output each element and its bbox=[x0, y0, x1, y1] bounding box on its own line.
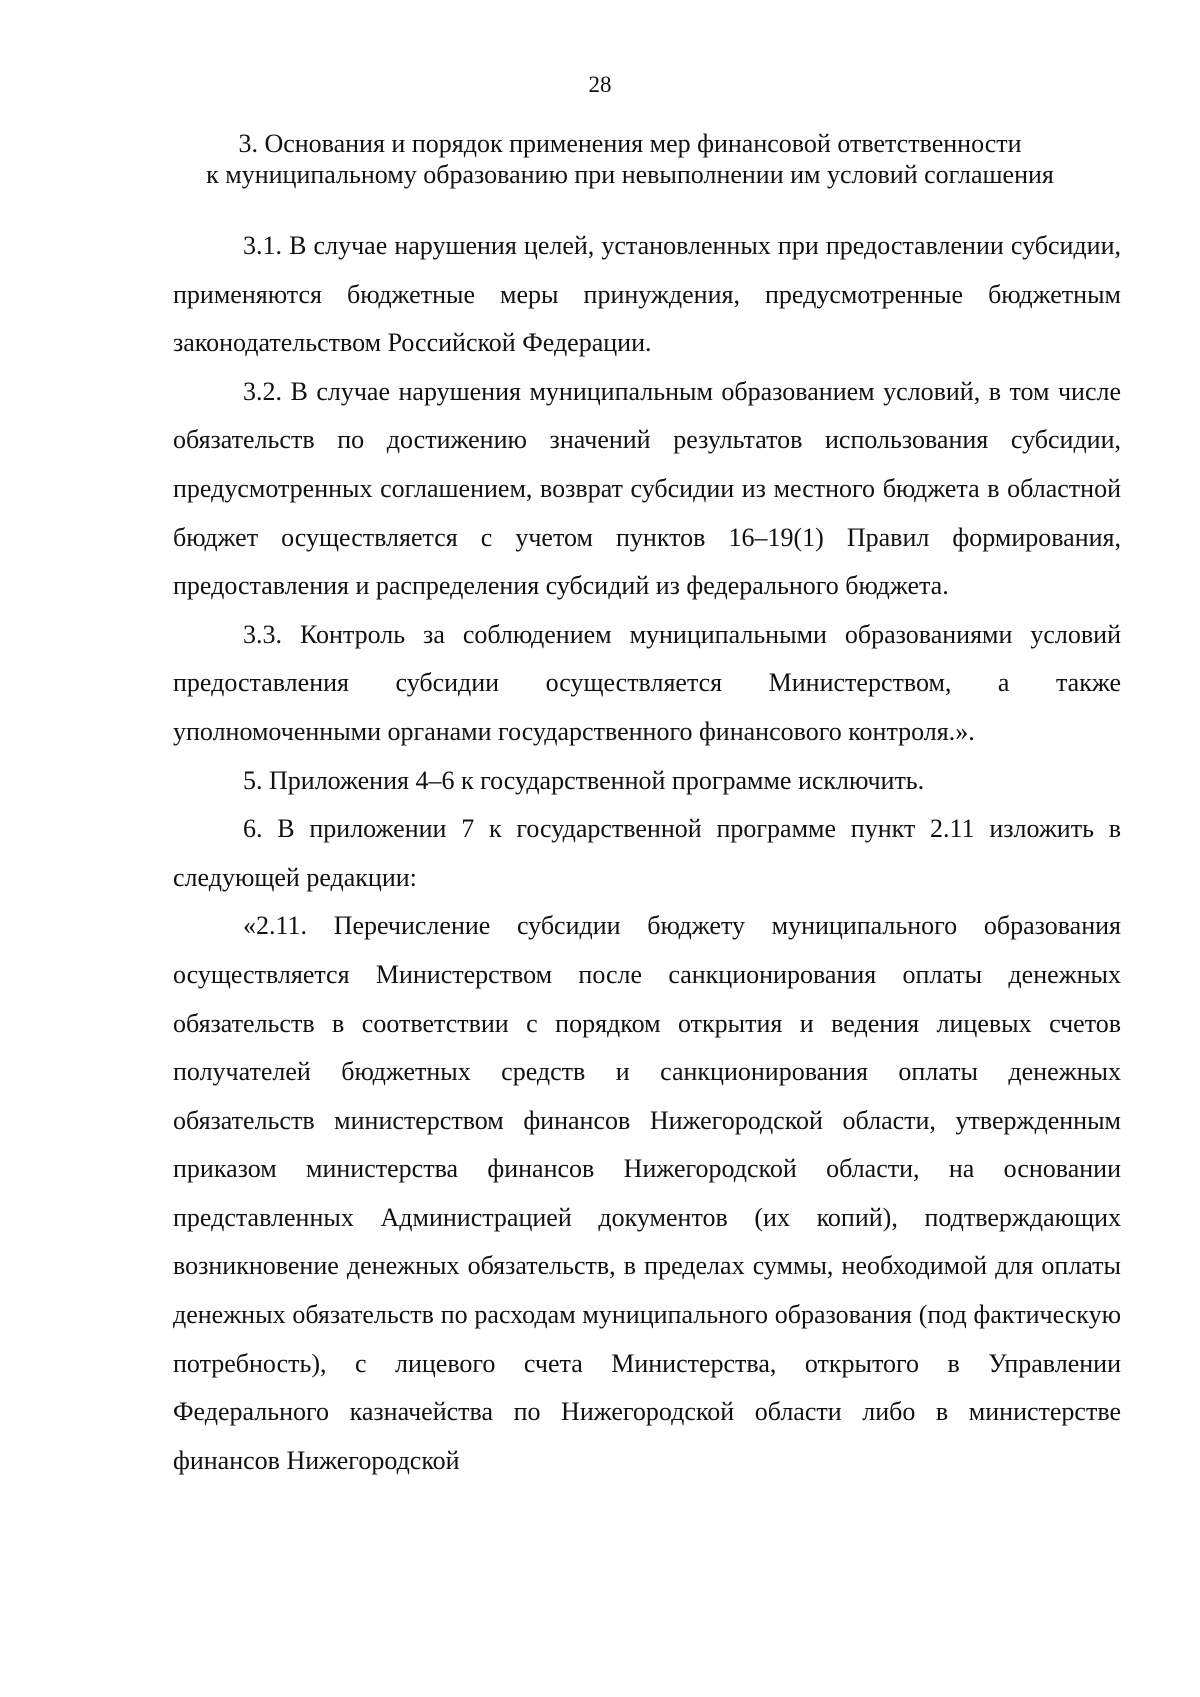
paragraph-5: 5. Приложения 4–6 к государственной программе исключить. bbox=[243, 765, 925, 795]
paragraph-3-2: 3.2. В случае нарушения муниципальным образованием условий, в том числе обязательств по достижению значений результатов использования субсидии, предусмотренных соглашением, возврат субсидии из местного бюджета в областной бюджет осуществляется с учетом пунктов 16–19(1) Правил формирования, предоставления и распределения субсидий из федерального бюджета. bbox=[173, 376, 1121, 601]
paragraph-6: 6. В приложении 7 к государственной программе пункт 2.11 изложить в следующей редакции: bbox=[173, 814, 1121, 892]
section-heading bbox=[150, 128, 1110, 190]
paragraph-3-1: 3.1. В случае нарушения целей, установленных при предоставлении субсидии, применяются бюджетные меры принуждения, предусмотренные бюджетным законодательством Российской Федерации. bbox=[173, 231, 1121, 358]
section-heading-line-1: 3. Основания и порядок применения мер финансовой ответственности bbox=[238, 129, 1022, 158]
paragraph-3-3: 3.3. Контроль за соблюдением муниципальными образованиями условий предоставления субсидии осуществляется Министерством, а также уполномоченными органами государственного финансового контроля.». bbox=[173, 619, 1121, 746]
paragraph-2-11: «2.11. Перечисление субсидии бюджету муниципального образования осуществляется Министерством после санкционирования оплаты денежных обязательств в соответствии с порядком открытия и ведения лицевых счетов получателей бюджетных средств и санкционирования оплаты денежных обязательств министерством финансов Нижегородской области, утвержденным приказом министерства финансов Нижегородской области, на основании представленных Администрацией документов (их копий), подтверждающих возникновение денежных обязательств, в пределах суммы, необходимой для оплаты денежных обязательств по расходам муниципального образования (под фактическую потребность), с лицевого счета Министерства, открытого в Управлении Федерального казначейства по Нижегородской области либо в министерстве финансов Нижегородской bbox=[173, 911, 1121, 1475]
document-body bbox=[173, 222, 1121, 1485]
page-number: 28 bbox=[588, 72, 612, 97]
section-heading-line-2: к муниципальному образованию при невыполнении им условий соглашения bbox=[206, 160, 1054, 189]
